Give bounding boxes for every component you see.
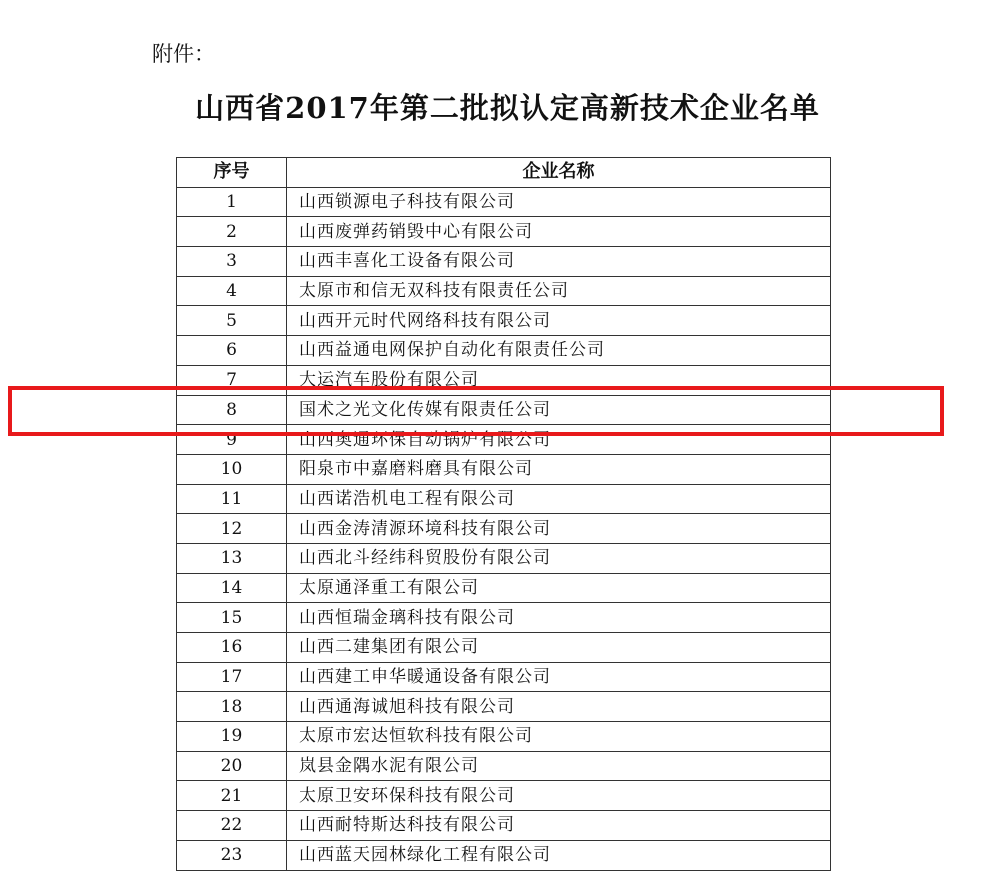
row-index: 6 bbox=[177, 336, 287, 366]
row-index: 8 bbox=[177, 395, 287, 425]
table-row bbox=[177, 573, 831, 603]
table-row bbox=[177, 781, 831, 811]
row-company-name: 山西北斗经纬科贸股份有限公司 bbox=[287, 543, 831, 573]
row-company-name: 山西金涛清源环境科技有限公司 bbox=[287, 514, 831, 544]
table-row bbox=[177, 395, 831, 425]
row-index: 22 bbox=[177, 811, 287, 841]
row-index: 23 bbox=[177, 840, 287, 870]
enterprise-table bbox=[176, 157, 831, 871]
row-index: 15 bbox=[177, 603, 287, 633]
row-company-name: 岚县金隅水泥有限公司 bbox=[287, 751, 831, 781]
table-row bbox=[177, 484, 831, 514]
table-row bbox=[177, 247, 831, 277]
row-company-name: 山西蓝天园林绿化工程有限公司 bbox=[287, 840, 831, 870]
row-company-name: 太原市宏达恒软科技有限公司 bbox=[287, 722, 831, 752]
table-row bbox=[177, 276, 831, 306]
table-row bbox=[177, 336, 831, 366]
row-index: 17 bbox=[177, 662, 287, 692]
row-company-name: 山西开元时代网络科技有限公司 bbox=[287, 306, 831, 336]
table-row bbox=[177, 633, 831, 663]
row-index: 4 bbox=[177, 276, 287, 306]
row-company-name: 山西耐特斯达科技有限公司 bbox=[287, 811, 831, 841]
row-company-name: 山西奥通环保自动锅炉有限公司 bbox=[287, 425, 831, 455]
table-row bbox=[177, 662, 831, 692]
table-row bbox=[177, 217, 831, 247]
table-row bbox=[177, 454, 831, 484]
table-row bbox=[177, 722, 831, 752]
row-company-name: 阳泉市中嘉磨料磨具有限公司 bbox=[287, 454, 831, 484]
row-index: 11 bbox=[177, 484, 287, 514]
table-body bbox=[177, 187, 831, 870]
row-company-name: 山西益通电网保护自动化有限责任公司 bbox=[287, 336, 831, 366]
row-index: 3 bbox=[177, 247, 287, 277]
row-index: 9 bbox=[177, 425, 287, 455]
row-company-name: 山西废弹药销毁中心有限公司 bbox=[287, 217, 831, 247]
row-index: 12 bbox=[177, 514, 287, 544]
table-row bbox=[177, 306, 831, 336]
row-index: 2 bbox=[177, 217, 287, 247]
row-company-name: 国术之光文化传媒有限责任公司 bbox=[287, 395, 831, 425]
row-index: 1 bbox=[177, 187, 287, 217]
row-company-name: 太原卫安环保科技有限公司 bbox=[287, 781, 831, 811]
document-title: 山西省2017年第二批拟认定高新技术企业名单 bbox=[195, 91, 820, 125]
table-row bbox=[177, 692, 831, 722]
table-row bbox=[177, 603, 831, 633]
row-company-name: 山西恒瑞金璃科技有限公司 bbox=[287, 603, 831, 633]
table-row bbox=[177, 840, 831, 870]
table-row bbox=[177, 365, 831, 395]
attachment-label: 附件： bbox=[152, 42, 215, 66]
table-row bbox=[177, 514, 831, 544]
row-index: 16 bbox=[177, 633, 287, 663]
row-index: 5 bbox=[177, 306, 287, 336]
table-row bbox=[177, 543, 831, 573]
row-company-name: 山西锁源电子科技有限公司 bbox=[287, 187, 831, 217]
header-company-name: 企业名称 bbox=[287, 158, 831, 188]
row-index: 18 bbox=[177, 692, 287, 722]
row-company-name: 太原通泽重工有限公司 bbox=[287, 573, 831, 603]
table-row bbox=[177, 187, 831, 217]
row-company-name: 山西丰喜化工设备有限公司 bbox=[287, 247, 831, 277]
row-index: 21 bbox=[177, 781, 287, 811]
header-index: 序号 bbox=[177, 158, 287, 188]
table-row bbox=[177, 425, 831, 455]
row-company-name: 大运汽车股份有限公司 bbox=[287, 365, 831, 395]
row-company-name: 山西建工申华暖通设备有限公司 bbox=[287, 662, 831, 692]
table-header-row bbox=[177, 158, 831, 188]
row-index: 19 bbox=[177, 722, 287, 752]
row-company-name: 山西通海诚旭科技有限公司 bbox=[287, 692, 831, 722]
row-company-name: 山西诺浩机电工程有限公司 bbox=[287, 484, 831, 514]
row-index: 20 bbox=[177, 751, 287, 781]
row-company-name: 山西二建集团有限公司 bbox=[287, 633, 831, 663]
row-index: 10 bbox=[177, 454, 287, 484]
row-company-name: 太原市和信无双科技有限责任公司 bbox=[287, 276, 831, 306]
row-index: 13 bbox=[177, 543, 287, 573]
row-index: 14 bbox=[177, 573, 287, 603]
table-row bbox=[177, 751, 831, 781]
table-row bbox=[177, 811, 831, 841]
row-index: 7 bbox=[177, 365, 287, 395]
